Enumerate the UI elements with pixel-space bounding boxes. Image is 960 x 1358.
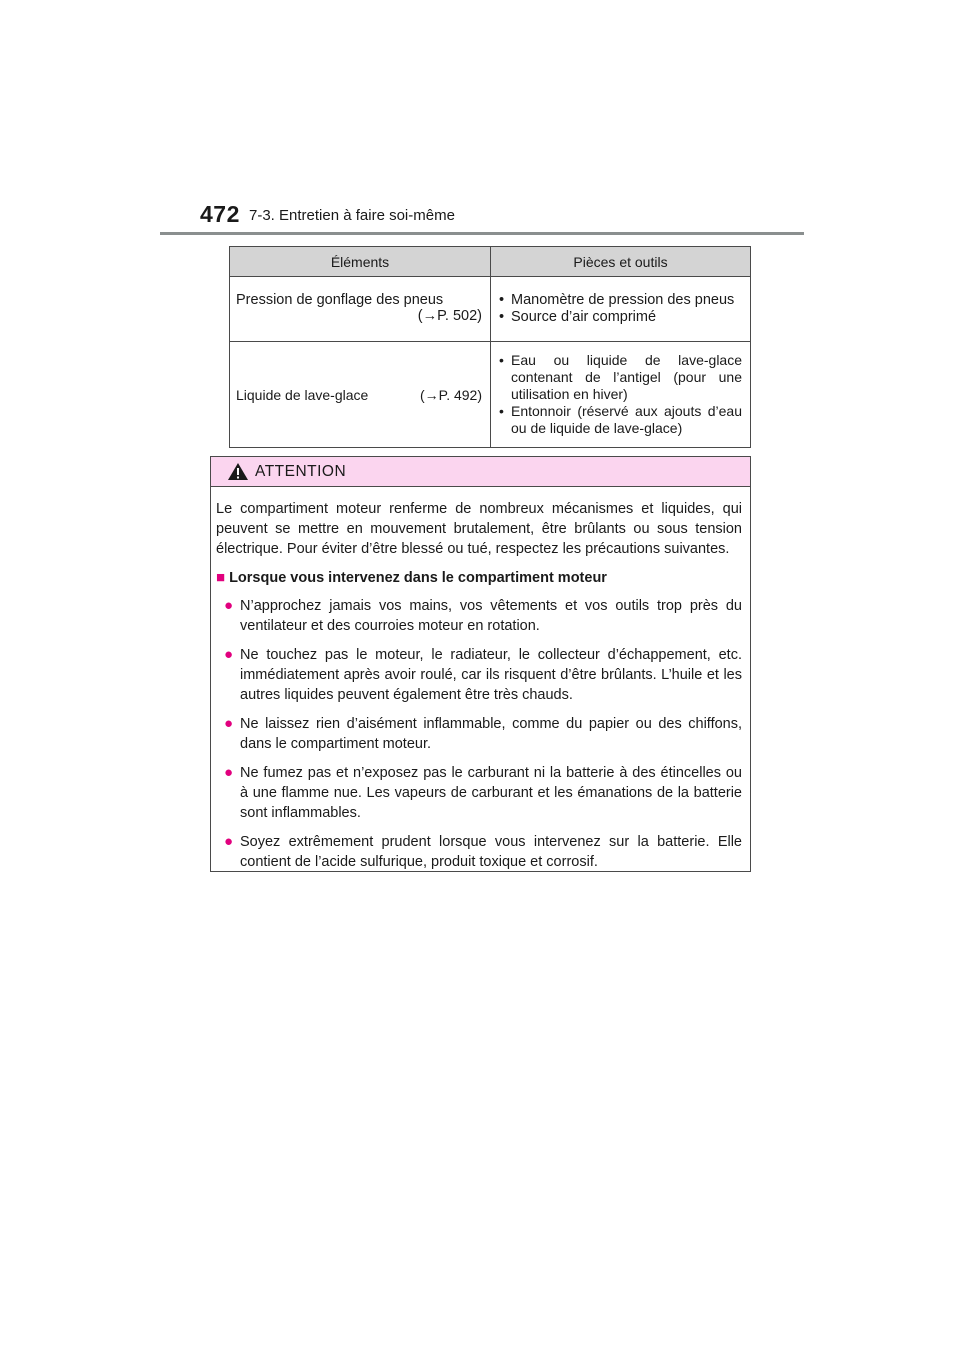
warning-subheading	[216, 568, 742, 588]
circle-bullet-icon: ●	[224, 646, 234, 663]
list-item	[216, 763, 742, 823]
list-item-text: Ne touchez pas le moteur, le radiateur, le collecteur d’échappement, etc. immédiatement après avoir roulé, car ils risquent d’être brûlants. L’huile et les autres liquides peuvent également être très chauds.	[240, 647, 742, 703]
warning-body	[211, 487, 750, 872]
section-title: 7-3. Entretien à faire soi-même	[249, 207, 455, 224]
header-rule	[160, 232, 804, 235]
list-item	[216, 714, 742, 754]
list-item: • Source d’air comprimé	[497, 309, 742, 326]
list-item: • Entonnoir (réservé aux ajouts d’eau ou de liquide de lave-glace)	[497, 403, 742, 437]
circle-bullet-icon: ●	[224, 764, 234, 781]
table-cell-item	[230, 342, 491, 448]
column-header-items: Éléments	[230, 247, 491, 277]
warning-triangle-icon	[227, 462, 249, 481]
parts-table	[229, 246, 751, 448]
item-page-reference: (→P. 492)	[420, 386, 482, 403]
table-cell-tools	[491, 277, 751, 342]
list-item-text: Ne fumez pas et n’exposez pas le carburant ni la batterie à des étincelles ou à une flamme nue. Les vapeurs de carburant et les émanations de la batterie sont inflammables.	[240, 765, 742, 821]
warning-box	[210, 456, 751, 872]
circle-bullet-icon: ●	[224, 597, 234, 614]
list-item-text: Soyez extrêmement prudent lorsque vous intervenez sur la batterie. Elle contient de l’acide sulfurique, produit toxique et corrosif.	[240, 834, 742, 870]
list-item-text: Ne laissez rien d’aisément inflammable, comme du papier ou des chiffons, dans le compartiment moteur.	[240, 716, 742, 752]
item-page-reference: (→P. 502)	[417, 308, 482, 324]
list-item	[216, 645, 742, 705]
circle-bullet-icon: ●	[224, 715, 234, 732]
table-header-row	[230, 247, 751, 277]
page-number: 472	[200, 201, 240, 227]
item-name: Liquide de lave-glace	[236, 386, 369, 403]
list-item: • Manomètre de pression des pneus	[497, 292, 742, 309]
warning-header	[211, 457, 750, 487]
subheading-text: Lorsque vous intervenez dans le compartiment moteur	[229, 570, 607, 586]
list-item	[216, 832, 742, 872]
list-item: • Eau ou liquide de lave-glace contenant de l’antigel (pour une utilisation en hiver)	[497, 352, 742, 403]
table-cell-item	[230, 277, 491, 342]
list-item-text: N’approchez jamais vos mains, vos vêtements et vos outils trop près du ventilateur et des courroies moteur en rotation.	[240, 598, 742, 634]
table-row	[230, 277, 751, 342]
square-bullet-icon: ■	[216, 569, 226, 586]
list-item	[216, 596, 742, 636]
warning-title: ATTENTION	[255, 462, 347, 480]
warning-intro: Le compartiment moteur renferme de nombreux mécanismes et liquides, qui peuvent se mettre en mouvement brutalement, être brûlants ou sous tension électrique. Pour éviter d’être blessé ou tué, respectez les précautions suivantes.	[216, 501, 742, 557]
table-row	[230, 342, 751, 448]
column-header-tools: Pièces et outils	[491, 247, 751, 277]
table-cell-tools	[491, 342, 751, 448]
item-name: Pression de gonflage des pneus	[236, 292, 444, 308]
circle-bullet-icon: ●	[224, 833, 234, 850]
